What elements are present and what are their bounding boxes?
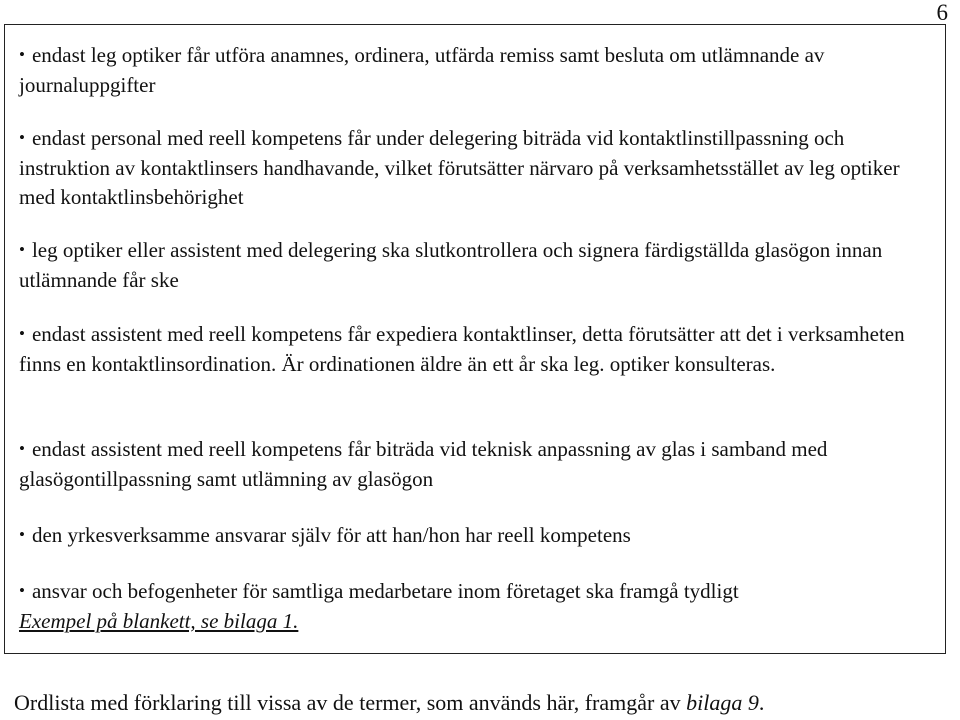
bullet-icon: • <box>19 581 25 600</box>
bullet-icon: • <box>19 324 25 343</box>
page-number: 6 <box>936 0 948 25</box>
bullet-icon: • <box>19 128 25 147</box>
footer-period: . <box>758 690 765 715</box>
bullet-text: leg optiker eller assistent med delegering ska slutkontrollera och signera färdigställda glasögon innan utlämnande får ske <box>19 238 883 292</box>
footer-sentence: Ordlista med förklaring till vissa av de termer, som används här, framgår av <box>14 690 687 715</box>
bullet-text: endast personal med reell kompetens får under delegering biträda vid kontaktlinstillpassning och instruktion av kontaktlinsers handhavande, vilket förutsätter närvaro på verksamhetsstället av leg optiker med kontaktlinsbehörighet <box>19 126 900 209</box>
bullet-item <box>19 435 939 494</box>
bullet-icon: • <box>19 525 25 544</box>
bullet-item <box>19 41 939 100</box>
bullet-text: endast leg optiker får utföra anamnes, ordinera, utfärda remiss samt besluta om utlämnande av journaluppgifter <box>19 43 825 97</box>
guidelines-box <box>4 24 946 654</box>
bullet-icon: • <box>19 45 25 64</box>
bullet-text: endast assistent med reell kompetens får expediera kontaktlinser, detta förutsätter att det i verksamheten finns en kontaktlinsordination. Är ordinationen äldre än ett år ska leg. optiker konsulteras. <box>19 322 905 376</box>
bullet-text: endast assistent med reell kompetens får biträda vid teknisk anpassning av glas i samband med glasögontillpassning samt utlämning av glasögon <box>19 437 828 491</box>
bullet-item <box>19 236 939 295</box>
footer-text <box>14 689 764 717</box>
bullet-text: ansvar och befogenheter för samtliga medarbetare inom företaget ska framgå tydligt <box>31 579 739 603</box>
example-link[interactable]: Exempel på blankett, se bilaga 1. <box>19 609 299 633</box>
bullet-icon: • <box>19 439 25 458</box>
bullet-item <box>19 124 939 212</box>
bullet-item <box>19 320 939 379</box>
bullet-icon: • <box>19 240 25 259</box>
bullet-text: den yrkesverksamme ansvarar själv för att han/hon har reell kompetens <box>31 523 631 547</box>
footer-reference: bilaga 9 <box>686 690 759 715</box>
bullet-item <box>19 577 939 636</box>
bullet-item <box>19 521 939 551</box>
